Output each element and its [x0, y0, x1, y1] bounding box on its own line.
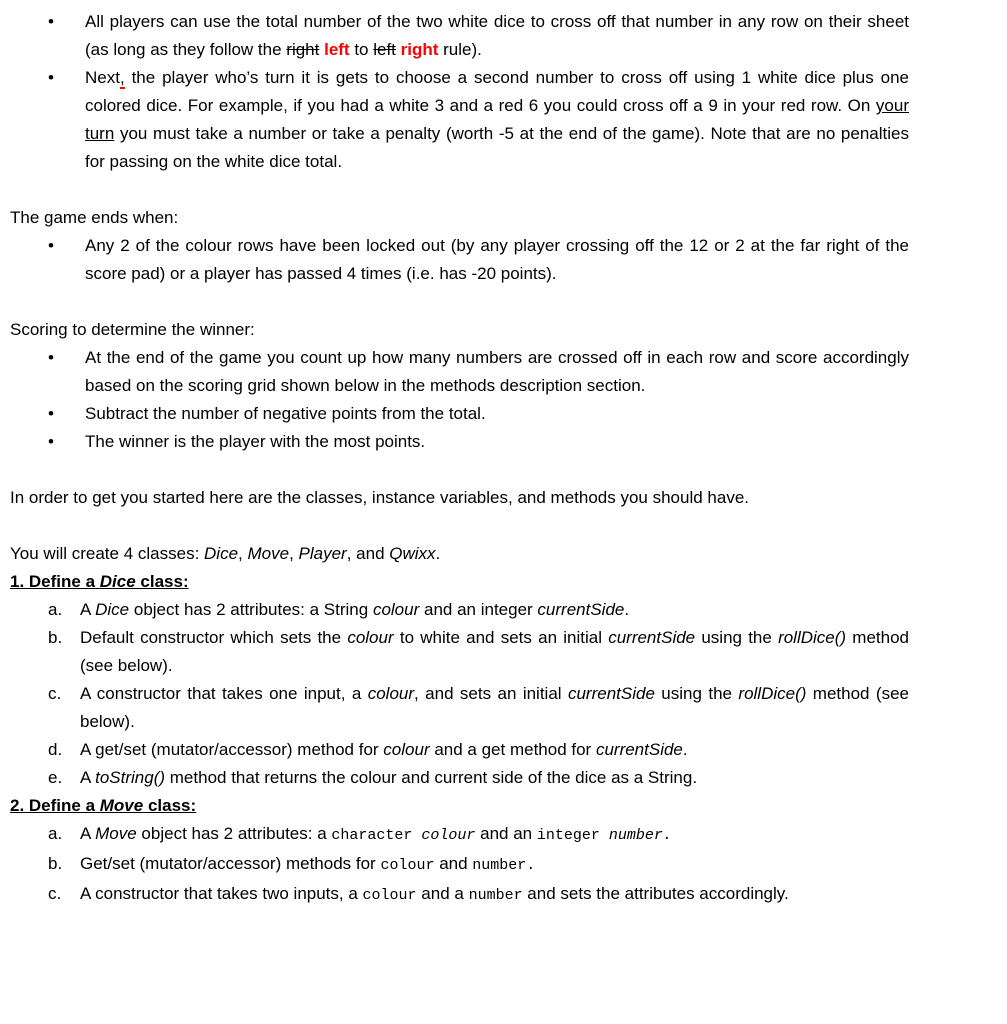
bullet-item	[10, 232, 909, 288]
text-run: .	[435, 544, 441, 563]
letter-marker: c.	[48, 884, 62, 903]
letter-marker: c.	[48, 684, 62, 703]
text-run: object has 2 attributes: a	[136, 824, 332, 843]
text-run: integer	[536, 827, 609, 844]
text-run: Next	[85, 68, 120, 87]
text-run: class:	[135, 572, 189, 591]
text-run: number.	[472, 857, 536, 874]
bullet-text	[85, 64, 909, 176]
text-run: left	[373, 40, 396, 59]
text-run: number	[468, 887, 523, 904]
text-run: and an	[475, 824, 537, 843]
text-run: class:	[143, 796, 197, 815]
paragraph	[10, 316, 909, 344]
text-run: Dice	[204, 544, 239, 563]
text-run: colour	[380, 857, 435, 874]
paragraph	[10, 484, 909, 512]
text-run: In order to get you started here are the classes, instance variables, and methods you should have.	[10, 488, 749, 507]
text-run: You will create 4 classes:	[10, 544, 205, 563]
lettered-text	[80, 850, 909, 880]
text-run: The game ends when:	[10, 208, 179, 227]
text-run: currentSide	[537, 600, 625, 619]
lettered-text	[80, 820, 909, 850]
text-run: colour	[347, 628, 394, 647]
bullet-text	[85, 344, 909, 400]
text-run: colour	[383, 740, 430, 759]
lettered-item	[10, 764, 909, 792]
lettered-item	[10, 736, 909, 764]
lettered-text	[80, 624, 909, 680]
text-run: and	[434, 854, 473, 873]
text-run: ,	[238, 544, 248, 563]
text-run: , and sets an initial	[414, 684, 568, 703]
text-run: to white and sets an initial	[393, 628, 609, 647]
bullet-text	[85, 400, 909, 428]
section-heading	[10, 792, 909, 820]
text-run: currentSide	[608, 628, 696, 647]
text-run: currentSide	[567, 684, 655, 703]
text-run: toString()	[95, 768, 166, 787]
text-run: currentSide	[595, 740, 683, 759]
text-run: method (see below).	[80, 628, 909, 675]
bullet-marker: •	[48, 12, 54, 31]
text-run: number.	[608, 827, 672, 844]
text-run: Get/set (mutator/accessor) methods for	[80, 854, 381, 873]
bullet-item	[10, 344, 909, 400]
text-run: colour	[362, 887, 417, 904]
text-run: and a get method for	[429, 740, 596, 759]
text-run: Dice	[99, 572, 136, 591]
text-run: the player who’s turn it is gets to choose a second number to cross off using 1 white dice plus one colored dice. For example, if you had a white 3 and a red 6 you could cross off a 9 in your red row. On	[85, 68, 909, 115]
text-run: .	[624, 600, 630, 619]
text-run: 2. Define a	[10, 796, 100, 815]
lettered-item	[10, 624, 909, 680]
bullet-marker: •	[48, 404, 54, 423]
text-run: Move	[95, 824, 137, 843]
bullet-item	[10, 64, 909, 176]
text-run: method (see below).	[80, 684, 909, 731]
text-run: A	[80, 824, 96, 843]
text-run: character	[331, 827, 422, 844]
letter-marker: a.	[48, 824, 63, 843]
text-run: colour	[421, 827, 476, 844]
lettered-text	[80, 596, 909, 624]
text-run: colour	[372, 600, 420, 619]
text-run: Scoring to determine the winner:	[10, 320, 255, 339]
text-run: object has 2 attributes: a String	[129, 600, 373, 619]
bullet-item	[10, 400, 909, 428]
paragraph	[10, 540, 909, 568]
text-run: Player	[298, 544, 347, 563]
text-run: right	[286, 40, 320, 59]
text-run: Move	[247, 544, 290, 563]
text-run: method that returns the colour and current side of the dice as a String.	[165, 768, 698, 787]
text-run: right	[400, 40, 439, 59]
text-run: A	[80, 600, 96, 619]
text-run: A constructor that takes two inputs, a	[80, 884, 363, 903]
text-run: using the	[654, 684, 739, 703]
letter-marker: b.	[48, 854, 63, 873]
bullet-marker: •	[48, 432, 54, 451]
bullet-text	[85, 428, 909, 456]
lettered-item	[10, 596, 909, 624]
text-run: Move	[99, 796, 144, 815]
text-run: rule).	[438, 40, 482, 59]
text-run: Subtract the number of negative points from the total.	[85, 404, 486, 423]
lettered-text	[80, 736, 909, 764]
text-run: and an integer	[419, 600, 538, 619]
lettered-text	[80, 764, 909, 792]
bullet-marker: •	[48, 348, 54, 367]
text-run: you must take a number or take a penalty (worth -5 at the end of the game). Note that are no penalties for passing on the white dice total.	[85, 124, 909, 171]
letter-marker: d.	[48, 740, 63, 759]
text-run: Qwixx	[389, 544, 436, 563]
lettered-item	[10, 880, 909, 910]
text-run: rollDice()	[738, 684, 807, 703]
text-run: A	[80, 768, 96, 787]
text-run: using the	[695, 628, 779, 647]
text-run: ,	[289, 544, 299, 563]
bullet-item	[10, 8, 909, 64]
text-run: your turn	[85, 96, 909, 143]
text-run: ,	[119, 68, 125, 87]
bullet-item	[10, 428, 909, 456]
text-run: left	[324, 40, 350, 59]
bullet-marker: •	[48, 68, 54, 87]
bullet-text	[85, 8, 909, 64]
text-run: rollDice()	[778, 628, 847, 647]
text-run: All players can use the total number of the two white dice to cross off that number in any row on their sheet (as long as they follow the	[85, 12, 909, 59]
text-run: A constructor that takes one input, a	[80, 684, 368, 703]
lettered-item	[10, 680, 909, 736]
bullet-marker: •	[48, 236, 54, 255]
bullet-text	[85, 232, 909, 288]
text-run: At the end of the game you count up how many numbers are crossed off in each row and score accordingly based on the scoring grid shown below in the methods description section.	[85, 348, 909, 395]
text-run: Dice	[95, 600, 130, 619]
letter-marker: e.	[48, 768, 63, 787]
text-run: and sets the attributes accordingly.	[522, 884, 789, 903]
letter-marker: a.	[48, 600, 63, 619]
text-run: .	[682, 740, 688, 759]
text-run: colour	[367, 684, 415, 703]
text-run: A get/set (mutator/accessor) method for	[80, 740, 384, 759]
text-run: The winner is the player with the most points.	[85, 432, 426, 451]
text-run: Default constructor which sets the	[80, 628, 348, 647]
lettered-item	[10, 850, 909, 880]
section-heading	[10, 568, 909, 596]
lettered-item	[10, 820, 909, 850]
text-run: to	[349, 40, 374, 59]
text-run: and a	[416, 884, 469, 903]
text-run: , and	[346, 544, 390, 563]
text-run: 1. Define a	[10, 572, 100, 591]
lettered-text	[80, 880, 909, 910]
text-run: Any 2 of the colour rows have been locked out (by any player crossing off the 12 or 2 at the far right of the score pad) or a player has passed 4 times (i.e. has -20 points).	[85, 236, 909, 283]
letter-marker: b.	[48, 628, 63, 647]
paragraph	[10, 204, 909, 232]
lettered-text	[80, 680, 909, 736]
